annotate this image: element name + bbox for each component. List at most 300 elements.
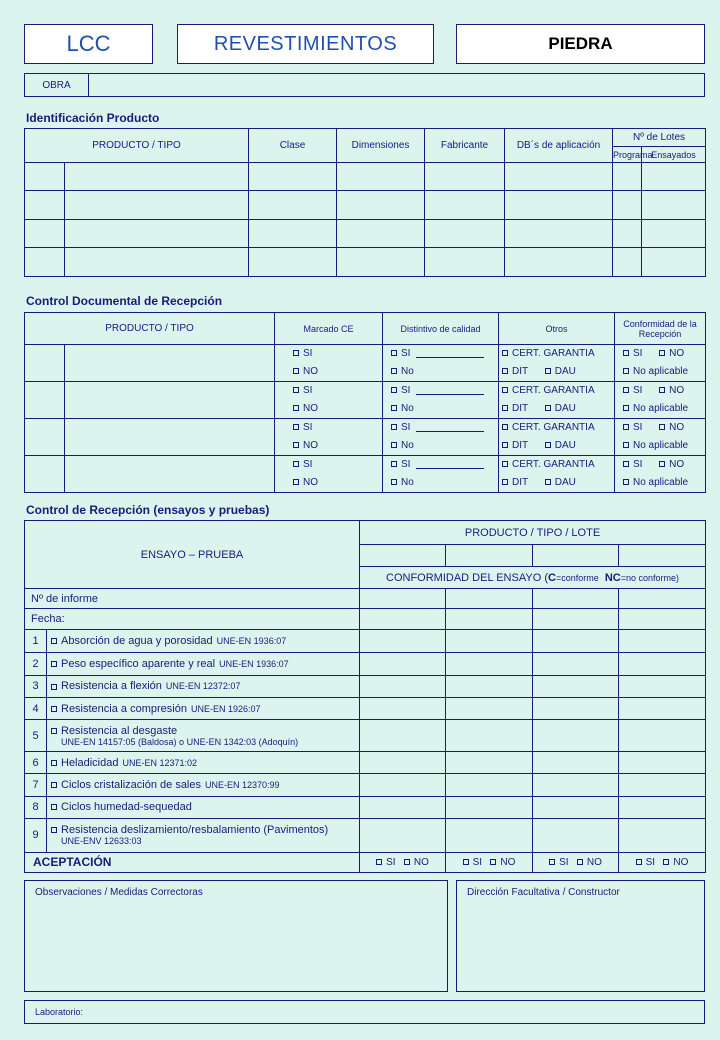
checkbox-icon xyxy=(623,368,629,374)
option-label: SI xyxy=(633,385,643,396)
observaciones-label: Observaciones / Medidas Correctoras xyxy=(35,887,203,898)
option-label: NO xyxy=(669,459,685,470)
checkbox-icon xyxy=(659,461,665,467)
option-no[interactable] xyxy=(275,363,382,381)
checkbox-icon xyxy=(623,424,629,430)
checkbox-icon xyxy=(502,405,508,411)
cell[interactable] xyxy=(619,629,706,652)
cell[interactable] xyxy=(533,774,619,796)
text-line[interactable] xyxy=(416,386,484,395)
checkbox-icon xyxy=(502,461,508,467)
option-si[interactable] xyxy=(391,419,498,437)
c-code: C xyxy=(547,571,556,584)
ident-header-programa: Programa xyxy=(613,147,642,163)
checkbox-icon xyxy=(577,859,583,865)
cell[interactable] xyxy=(533,675,619,697)
cell[interactable] xyxy=(619,609,706,629)
checkbox-icon xyxy=(545,442,551,448)
documental-table xyxy=(24,312,706,493)
cell[interactable] xyxy=(446,675,533,697)
checkbox-icon xyxy=(549,859,555,865)
option-label: DAU xyxy=(554,366,576,377)
otros-options xyxy=(499,419,615,456)
cell[interactable] xyxy=(25,382,65,419)
cell[interactable] xyxy=(619,818,706,852)
checkbox-icon xyxy=(502,479,508,485)
test-norm: UNE-EN 14157:05 (Baldosa) o UNE-EN 1342:03 (Adoquín) xyxy=(61,736,299,747)
checkbox-icon xyxy=(545,368,551,374)
cell[interactable] xyxy=(619,774,706,796)
checkbox-icon xyxy=(376,859,382,865)
cell[interactable] xyxy=(65,345,275,382)
cell[interactable] xyxy=(337,247,425,276)
checkbox-icon xyxy=(502,387,508,393)
cell[interactable] xyxy=(533,796,619,818)
checkbox-icon xyxy=(623,442,629,448)
cell[interactable] xyxy=(249,247,337,276)
option-label: NO xyxy=(413,856,429,868)
checkbox-icon xyxy=(293,461,299,467)
cell[interactable] xyxy=(65,456,275,493)
ident-header-db: DB´s de aplicación xyxy=(505,129,613,163)
option-label: NO xyxy=(303,440,318,451)
checkbox-icon xyxy=(391,405,397,411)
option-cert[interactable] xyxy=(502,345,614,363)
option-dit-dau[interactable] xyxy=(502,400,614,418)
cell[interactable] xyxy=(642,247,706,276)
cell[interactable] xyxy=(446,609,533,629)
checkbox-icon xyxy=(391,424,397,430)
test-name: Resistencia a flexión xyxy=(61,680,162,693)
cell[interactable] xyxy=(425,163,505,191)
test-name-cell[interactable] xyxy=(47,697,360,719)
checkbox-icon xyxy=(391,479,397,485)
direccion-box[interactable] xyxy=(456,880,705,992)
aceptacion-row xyxy=(25,852,706,872)
checkbox-icon xyxy=(502,368,508,374)
test-norm: UNE-EN 12370:99 xyxy=(205,779,280,790)
cell[interactable] xyxy=(533,720,619,752)
checkbox-icon xyxy=(623,405,629,411)
cell[interactable] xyxy=(425,191,505,219)
option-label: NO xyxy=(500,856,516,868)
cell[interactable] xyxy=(65,191,249,219)
option-label: CERT. GARANTIA xyxy=(512,422,595,433)
text-line[interactable] xyxy=(416,423,484,432)
checkbox-icon xyxy=(659,387,665,393)
option-label: NO xyxy=(303,403,318,414)
option-label: NO xyxy=(669,385,685,396)
lote-cell[interactable] xyxy=(360,545,446,567)
table-row xyxy=(25,419,706,456)
cell[interactable] xyxy=(360,774,446,796)
material-title: PIEDRA xyxy=(456,24,705,64)
test-name-cell xyxy=(47,720,360,752)
option-si[interactable] xyxy=(391,382,498,400)
cell[interactable] xyxy=(446,652,533,675)
cell[interactable] xyxy=(505,247,613,276)
cell[interactable] xyxy=(446,818,533,852)
checkbox-icon xyxy=(51,661,57,667)
ident-header-ensayados: Ensayados xyxy=(642,147,706,163)
option-label: No xyxy=(401,403,414,414)
option-cert[interactable] xyxy=(502,456,614,474)
cell[interactable] xyxy=(446,774,533,796)
checkbox-icon xyxy=(502,442,508,448)
option-no-aplicable[interactable] xyxy=(623,400,705,418)
conformidad-main: CONFORMIDAD DEL ENSAYO ( xyxy=(386,571,548,584)
table-row xyxy=(25,818,706,852)
option-label: SI xyxy=(303,348,313,359)
aceptacion-options[interactable] xyxy=(360,852,446,872)
option-label: No aplicable xyxy=(633,366,689,377)
option-si[interactable] xyxy=(275,345,382,363)
checkbox-icon xyxy=(663,859,669,865)
lcc-logo: LCC xyxy=(24,24,153,64)
option-label: No aplicable xyxy=(633,477,689,488)
rec-header-producto: PRODUCTO / TIPO / LOTE xyxy=(360,521,706,545)
cell[interactable] xyxy=(65,163,249,191)
checkbox-icon xyxy=(636,859,642,865)
cell[interactable] xyxy=(613,163,642,191)
option-no[interactable] xyxy=(275,437,382,455)
option-si-no[interactable] xyxy=(623,419,705,437)
cell[interactable] xyxy=(65,419,275,456)
table-row xyxy=(25,345,706,382)
option-dit-dau[interactable] xyxy=(502,363,614,381)
cell[interactable] xyxy=(446,589,533,609)
option-label: DIT xyxy=(512,403,529,414)
marcado-options xyxy=(275,345,383,382)
nc-text: =no conforme) xyxy=(620,572,680,583)
checkbox-icon xyxy=(293,405,299,411)
option-label: SI xyxy=(401,459,411,470)
option-label: No aplicable xyxy=(633,403,689,414)
test-norm: UNE-EN 1926:07 xyxy=(190,703,261,714)
cell[interactable] xyxy=(25,456,65,493)
cell[interactable] xyxy=(249,219,337,247)
checkbox-icon xyxy=(51,782,57,788)
option-label: No aplicable xyxy=(633,440,689,451)
checkbox-icon xyxy=(51,706,57,712)
doc-header-marcado: Marcado CE xyxy=(275,313,383,345)
checkbox-icon xyxy=(659,424,665,430)
option-no[interactable] xyxy=(391,474,498,492)
cell[interactable] xyxy=(65,219,249,247)
rec-header-conformidad xyxy=(360,567,706,589)
option-si[interactable] xyxy=(391,456,498,474)
test-name-cell[interactable] xyxy=(47,752,360,774)
cell[interactable] xyxy=(337,163,425,191)
option-label: DAU xyxy=(554,477,576,488)
option-label: SI xyxy=(401,348,411,359)
cell[interactable] xyxy=(619,752,706,774)
test-name-line[interactable] xyxy=(51,824,359,836)
lote-cell[interactable] xyxy=(619,545,706,567)
test-number: 2 xyxy=(25,652,47,675)
test-name-cell[interactable] xyxy=(47,652,360,675)
cell[interactable] xyxy=(619,720,706,752)
option-no[interactable] xyxy=(275,400,382,418)
identificacion-table xyxy=(24,128,706,277)
cell[interactable] xyxy=(360,609,446,629)
checkbox-icon xyxy=(51,760,57,766)
test-name: Heladicidad xyxy=(61,756,119,769)
recepcion-table xyxy=(24,520,706,873)
checkbox-icon xyxy=(404,859,410,865)
test-name: Ciclos humedad-sequedad xyxy=(61,801,192,814)
cell[interactable] xyxy=(249,163,337,191)
checkbox-icon xyxy=(659,350,665,356)
doc-header-producto: PRODUCTO / TIPO xyxy=(25,313,275,345)
test-number: 6 xyxy=(25,752,47,774)
aceptacion-options[interactable] xyxy=(446,852,533,872)
cell[interactable] xyxy=(642,191,706,219)
checkbox-icon xyxy=(391,368,397,374)
option-label: DAU xyxy=(554,403,576,414)
checkbox-icon xyxy=(293,442,299,448)
cell[interactable] xyxy=(533,629,619,652)
option-label: CERT. GARANTIA xyxy=(512,385,595,396)
cell[interactable] xyxy=(360,589,446,609)
test-name: Absorción de agua y porosidad xyxy=(61,634,213,647)
cell[interactable] xyxy=(25,345,65,382)
cell[interactable] xyxy=(642,219,706,247)
marcado-options xyxy=(275,419,383,456)
distintivo-options xyxy=(383,419,499,456)
cell[interactable] xyxy=(360,818,446,852)
checkbox-icon xyxy=(391,350,397,356)
cell[interactable] xyxy=(360,629,446,652)
option-no[interactable] xyxy=(391,437,498,455)
aceptacion-options[interactable] xyxy=(533,852,619,872)
table-row xyxy=(25,629,706,652)
cell[interactable] xyxy=(619,697,706,719)
option-no[interactable] xyxy=(391,363,498,381)
checkbox-icon xyxy=(293,368,299,374)
option-label: SI xyxy=(303,422,313,433)
option-si[interactable] xyxy=(391,345,498,363)
lote-cell[interactable] xyxy=(533,545,619,567)
cell[interactable] xyxy=(337,191,425,219)
option-dit-dau[interactable] xyxy=(502,474,614,492)
cell[interactable] xyxy=(360,720,446,752)
table-row xyxy=(25,219,706,247)
cell[interactable] xyxy=(505,191,613,219)
cell[interactable] xyxy=(619,796,706,818)
cell[interactable] xyxy=(533,697,619,719)
recepcion-title: Control de Recepción (ensayos y pruebas) xyxy=(26,503,270,517)
checkbox-icon xyxy=(463,859,469,865)
option-no[interactable] xyxy=(391,400,498,418)
option-label: SI xyxy=(303,459,313,470)
cell[interactable] xyxy=(337,219,425,247)
text-line[interactable] xyxy=(416,460,484,469)
checkbox-icon xyxy=(293,424,299,430)
option-label: DIT xyxy=(512,440,529,451)
ident-header-dimensiones: Dimensiones xyxy=(337,129,425,163)
checkbox-icon xyxy=(623,461,629,467)
test-name: Resistencia al desgaste xyxy=(61,724,178,737)
doc-header-otros: Otros xyxy=(499,313,615,345)
option-label: SI xyxy=(401,422,411,433)
cell[interactable] xyxy=(505,163,613,191)
option-label: NO xyxy=(303,366,318,377)
lote-cell[interactable] xyxy=(446,545,533,567)
cell[interactable] xyxy=(619,589,706,609)
cell[interactable] xyxy=(446,796,533,818)
cell[interactable] xyxy=(25,191,65,219)
checkbox-icon xyxy=(391,442,397,448)
cell[interactable] xyxy=(25,219,65,247)
option-label: SI xyxy=(559,856,569,868)
informe-label: Nº de informe xyxy=(25,589,360,609)
option-si[interactable] xyxy=(275,382,382,400)
cell[interactable] xyxy=(505,219,613,247)
nc-code: NC xyxy=(604,571,621,584)
conformidad-options xyxy=(615,382,706,419)
cell[interactable] xyxy=(613,219,642,247)
option-label: CERT. GARANTIA xyxy=(512,459,595,470)
cell[interactable] xyxy=(619,652,706,675)
test-name-cell[interactable] xyxy=(47,675,360,697)
test-number: 4 xyxy=(25,697,47,719)
cell[interactable] xyxy=(360,796,446,818)
cell[interactable] xyxy=(25,163,65,191)
cell[interactable] xyxy=(613,247,642,276)
table-row xyxy=(25,191,706,219)
option-label: SI xyxy=(472,856,483,868)
test-name: Resistencia a compresión xyxy=(61,702,187,715)
checkbox-icon xyxy=(502,350,508,356)
cell[interactable] xyxy=(642,163,706,191)
aceptacion-label: ACEPTACIÓN xyxy=(25,852,360,872)
test-norm: UNE-ENV 12633:03 xyxy=(61,836,142,847)
table-row xyxy=(25,382,706,419)
observaciones-box[interactable] xyxy=(24,880,448,992)
text-line[interactable] xyxy=(416,349,484,358)
otros-options xyxy=(499,456,615,493)
option-si-no[interactable] xyxy=(623,345,705,363)
test-name: Peso específico aparente y real xyxy=(61,657,216,670)
option-si-no[interactable] xyxy=(623,456,705,474)
rec-header-ensayo: ENSAYO – PRUEBA xyxy=(25,521,360,589)
cell[interactable] xyxy=(360,697,446,719)
option-label: SI xyxy=(645,856,656,868)
option-si[interactable] xyxy=(275,419,382,437)
cell[interactable] xyxy=(446,629,533,652)
obra-field[interactable] xyxy=(89,74,705,97)
test-number: 5 xyxy=(25,720,47,752)
c-text: =conforme xyxy=(555,572,599,583)
checkbox-icon xyxy=(545,405,551,411)
option-no[interactable] xyxy=(275,474,382,492)
test-name-cell xyxy=(47,818,360,852)
cell[interactable] xyxy=(65,247,249,276)
checkbox-icon xyxy=(502,424,508,430)
laboratorio-box[interactable] xyxy=(24,1000,705,1024)
option-dit-dau[interactable] xyxy=(502,437,614,455)
cell[interactable] xyxy=(360,675,446,697)
cell[interactable] xyxy=(249,191,337,219)
option-no-aplicable[interactable] xyxy=(623,474,705,492)
option-label: NO xyxy=(303,477,318,488)
marcado-options xyxy=(275,456,383,493)
test-norm: UNE-EN 12371:02 xyxy=(122,757,198,768)
option-label: No xyxy=(401,366,414,377)
checkbox-icon xyxy=(490,859,496,865)
table-row xyxy=(25,720,706,752)
cell[interactable] xyxy=(619,675,706,697)
option-cert[interactable] xyxy=(502,382,614,400)
cell[interactable] xyxy=(533,818,619,852)
cell[interactable] xyxy=(25,419,65,456)
test-norm: UNE-EN 1936:07 xyxy=(216,635,287,646)
test-number: 1 xyxy=(25,629,47,652)
cell[interactable] xyxy=(25,247,65,276)
test-name-cell[interactable] xyxy=(47,629,360,652)
test-name-cell[interactable] xyxy=(47,774,360,796)
documental-title: Control Documental de Recepción xyxy=(26,294,223,308)
test-name-line[interactable] xyxy=(51,725,359,737)
option-label: No xyxy=(401,440,414,451)
cell[interactable] xyxy=(533,609,619,629)
cell[interactable] xyxy=(360,752,446,774)
option-cert[interactable] xyxy=(502,419,614,437)
option-label: DIT xyxy=(512,366,529,377)
option-label: SI xyxy=(303,385,313,396)
cell[interactable] xyxy=(446,752,533,774)
cell[interactable] xyxy=(533,589,619,609)
cell[interactable] xyxy=(446,720,533,752)
cell[interactable] xyxy=(425,219,505,247)
cell[interactable] xyxy=(446,697,533,719)
distintivo-options xyxy=(383,382,499,419)
laboratorio-label: Laboratorio: xyxy=(35,1007,84,1017)
checkbox-icon xyxy=(293,479,299,485)
doc-header-distintivo: Distintivo de calidad xyxy=(383,313,499,345)
option-si[interactable] xyxy=(275,456,382,474)
option-si-no[interactable] xyxy=(623,382,705,400)
table-row xyxy=(25,675,706,697)
fecha-label: Fecha: xyxy=(25,609,360,629)
test-number: 9 xyxy=(25,818,47,852)
aceptacion-options[interactable] xyxy=(619,852,706,872)
checkbox-icon xyxy=(391,461,397,467)
cell[interactable] xyxy=(533,752,619,774)
cell[interactable] xyxy=(65,382,275,419)
option-label: SI xyxy=(633,459,643,470)
cell[interactable] xyxy=(613,191,642,219)
option-no-aplicable[interactable] xyxy=(623,437,705,455)
option-label: SI xyxy=(633,422,643,433)
doc-header-conformidad: Conformidad de la Recepción xyxy=(615,313,706,345)
cell[interactable] xyxy=(533,652,619,675)
cell[interactable] xyxy=(425,247,505,276)
ident-header-fabricante: Fabricante xyxy=(425,129,505,163)
checkbox-icon xyxy=(391,387,397,393)
otros-options xyxy=(499,382,615,419)
cell[interactable] xyxy=(360,652,446,675)
option-no-aplicable[interactable] xyxy=(623,363,705,381)
form-title: REVESTIMIENTOS xyxy=(177,24,434,64)
option-label: CERT. GARANTIA xyxy=(512,348,595,359)
ident-header-clase: Clase xyxy=(249,129,337,163)
test-name: Ciclos cristalización de sales xyxy=(61,778,201,791)
checkbox-icon xyxy=(293,387,299,393)
test-name-cell[interactable] xyxy=(47,796,360,818)
conformidad-options xyxy=(615,345,706,382)
